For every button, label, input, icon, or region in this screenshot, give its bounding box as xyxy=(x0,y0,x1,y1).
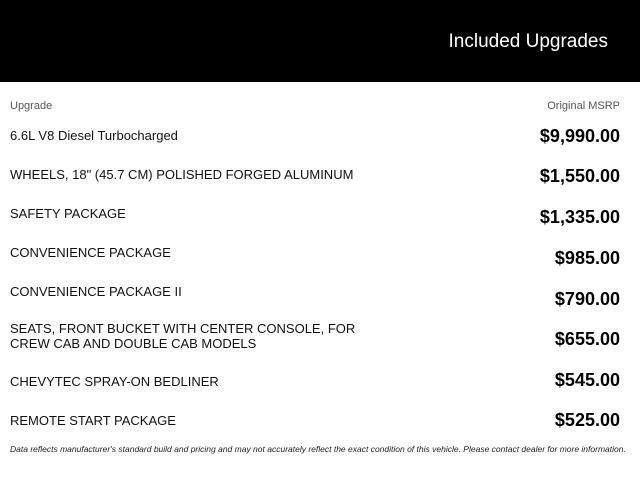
upgrade-price: $545.00 xyxy=(554,370,620,390)
upgrade-name: REMOTE START PACKAGE xyxy=(10,413,176,428)
upgrade-name: CONVENIENCE PACKAGE II xyxy=(10,284,182,299)
pricing-disclaimer: Data reflects manufacturer's standard build and pricing and may not accurately reflect the exact condition of this vehicle. Please contact dealer for more information. xyxy=(10,444,626,454)
upgrade-name: CONVENIENCE PACKAGE xyxy=(10,245,171,260)
upgrade-price: $9,990.00 xyxy=(539,126,620,146)
upgrade-name: SAFETY PACKAGE xyxy=(10,206,126,221)
upgrade-name: WHEELS, 18" (45.7 CM) POLISHED FORGED ALUMINUM xyxy=(10,167,354,182)
msrp-column-header: Original MSRP xyxy=(547,100,620,112)
page-title: Included Upgrades xyxy=(448,31,608,52)
upgrade-price: $1,550.00 xyxy=(539,166,620,186)
header-bar xyxy=(0,0,640,82)
upgrade-price: $655.00 xyxy=(554,329,620,349)
upgrade-column-header: Upgrade xyxy=(10,100,53,112)
upgrade-name: CHEVYTEC SPRAY-ON BEDLINER xyxy=(10,374,219,389)
upgrade-price: $525.00 xyxy=(554,410,620,430)
upgrade-price: $790.00 xyxy=(554,289,620,309)
upgrade-price: $985.00 xyxy=(554,248,620,268)
upgrade-name: SEATS, FRONT BUCKET WITH CENTER CONSOLE, FOR CREW CAB AND DOUBLE CAB MODELS xyxy=(10,321,356,351)
upgrade-name: 6.6L V8 Diesel Turbocharged xyxy=(10,128,178,143)
upgrade-price: $1,335.00 xyxy=(539,207,620,227)
